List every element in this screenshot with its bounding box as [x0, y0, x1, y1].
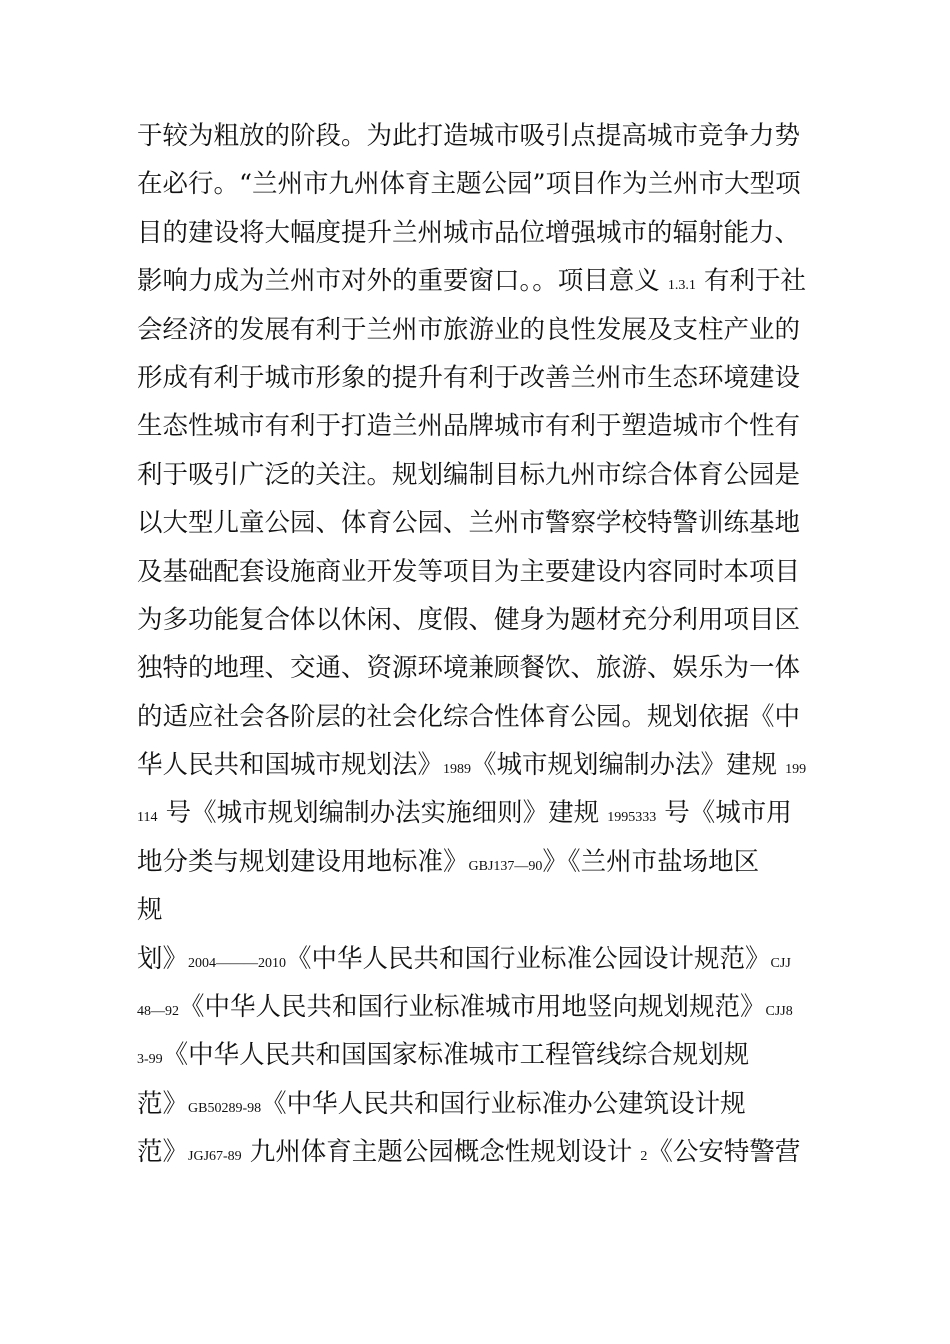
text-line [137, 499, 817, 547]
text-run: 为多功能复合体以休闲、度假、健身为题材充分利用项目区 [137, 604, 801, 635]
text-line [137, 306, 817, 354]
text-run: 九州体育主题公园概念性规划设计 [241, 1137, 641, 1168]
text-run: 划》 [137, 943, 189, 974]
text-line [137, 160, 817, 208]
text-line [137, 596, 817, 644]
text-run: 《中华人民共和国行业标准城市用地竖向规划规范》 [179, 992, 766, 1023]
text-run: 目的建设将大幅度提升兰州城市品位增强城市的辐射能力、 [137, 217, 801, 248]
inline-number: GB50289-98 [188, 1100, 262, 1116]
text-run: 以大型儿童公园、体育公园、兰州市警察学校特警训练基地 [137, 508, 801, 539]
inline-number: 114 [137, 810, 158, 826]
text-run: 形成有利于城市形象的提升有利于改善兰州市生态环境建设 [137, 362, 801, 393]
inline-number: 199 [785, 762, 807, 778]
text-run: 影响力成为兰州市对外的重要窗口。。项目意义 [137, 266, 668, 297]
text-run: 的适应社会各阶层的社会化综合性体育公园。规划依据《中 [137, 701, 801, 732]
text-line [137, 693, 817, 741]
text-line [137, 112, 817, 160]
text-line [137, 354, 817, 402]
text-run: 》《兰州市盐场地区 [542, 846, 760, 877]
inline-number: CJJ [770, 955, 791, 971]
text-line [137, 789, 817, 837]
text-run: 《城市规划编制办法》建规 [471, 750, 786, 781]
text-line [137, 983, 817, 1031]
body-text [137, 112, 817, 1177]
text-run: 范》 [137, 1088, 189, 1119]
inline-number: GBJ137—90 [468, 858, 543, 874]
inline-number: 3-99 [137, 1052, 163, 1068]
text-run: 《公安特警营 [647, 1137, 801, 1168]
text-line [137, 1080, 817, 1128]
inline-number: 1.3.1 [667, 278, 696, 294]
text-run: 《中华人民共和国行业标准办公建筑设计规 [261, 1088, 746, 1119]
text-line [137, 838, 817, 886]
text-run: 利于吸引广泛的关注。规划编制目标九州市综合体育公园是 [137, 459, 801, 490]
text-run: 号《城市规划编制办法实施细则》建规 [157, 798, 608, 829]
text-run: 地分类与规划建设用地标准》 [137, 846, 469, 877]
text-line [137, 886, 817, 934]
inline-number: 1995333 [607, 810, 657, 826]
text-run: 号《城市用 [656, 798, 792, 829]
text-run: 有利于社 [695, 266, 806, 297]
text-run: 范》 [137, 1137, 189, 1168]
text-run: 会经济的发展有利于兰州市旅游业的良性发展及支柱产业的 [137, 314, 801, 345]
inline-number: 1989 [443, 762, 472, 778]
text-line [137, 935, 817, 983]
text-run: 规 [137, 895, 163, 926]
text-run: 华人民共和国城市规划法》 [137, 750, 444, 781]
text-run: 《中华人民共和国国家标准城市工程管线综合规划规 [162, 1040, 750, 1071]
text-run: 在必行。“兰州市九州体育主题公园”项目作为兰州市大型项 [137, 169, 801, 200]
text-line [137, 548, 817, 596]
text-line [137, 451, 817, 499]
text-line [137, 644, 817, 692]
inline-number: 48—92 [137, 1004, 179, 1020]
text-run: 于较为粗放的阶段。为此打造城市吸引点提高城市竞争力势 [137, 121, 801, 151]
inline-number: 2 [640, 1149, 648, 1165]
text-run: 独特的地理、交通、资源环境兼顾餐饮、旅游、娱乐为一体 [137, 653, 801, 684]
text-line [137, 209, 817, 257]
text-run: 及基础配套设施商业开发等项目为主要建设内容同时本项目 [137, 556, 801, 587]
text-line [137, 1031, 817, 1079]
text-run: 《中华人民共和国行业标准公园设计规范》 [286, 943, 771, 974]
text-line [137, 1128, 817, 1176]
inline-number: CJJ8 [765, 1004, 793, 1020]
inline-number: 2004———2010 [188, 955, 287, 971]
text-run: 生态性城市有利于打造兰州品牌城市有利于塑造城市个性有 [137, 411, 801, 442]
inline-number: JGJ67-89 [188, 1149, 242, 1165]
text-line [137, 741, 817, 789]
text-line [137, 257, 817, 305]
text-line [137, 402, 817, 450]
